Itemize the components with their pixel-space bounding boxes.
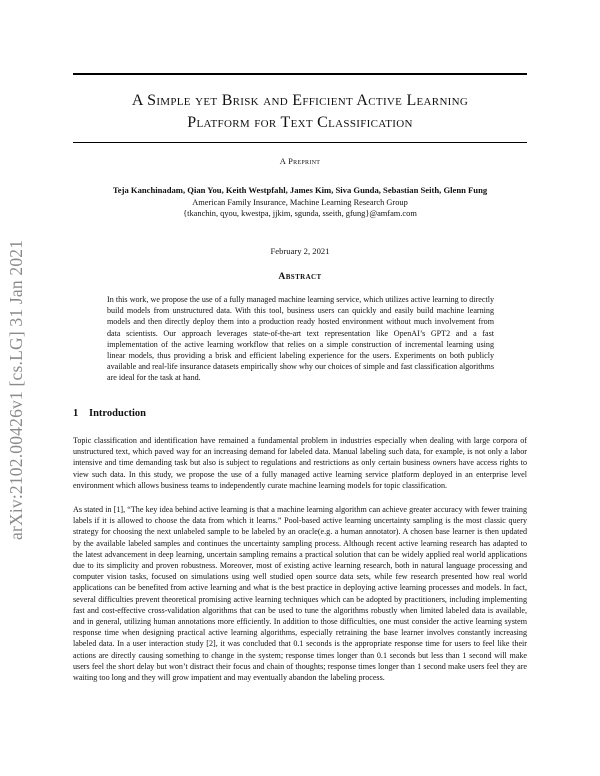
title-bottom-rule (73, 142, 527, 143)
paper-date: February 2, 2021 (270, 246, 330, 256)
intro-paragraph-2: As stated in [1], “The key idea behind active learning is that a machine learning algorithm can achieve greater accuracy with fewer training labels if it is allowed to choose the data from which it learns.” Pool-based active learning uncertainty sampling is the most classic query strategy for choosing the next unlabeled sample to be labeled by an oracle(e.g. a human annotator). A chosen base learner is then updated by the available labeled samples and continues the uncertainty sampling process. Although recent active learning research has adapted to the latest advancement in deep learning, uncertain sampling remains a practical solution that can be widely applied real world applications due to its simplicity and proven robustness. Moreover, most of existing active learning research, both in natural language processing and computer vision tasks, focused on simulations using well studied open source data sets, while few research presented how real world applications can be benefited from active learning and what is the best practice in deploying active learning processes and models. In fact, several difficulties prevent theoretical promising active learning techniques which can be adopted by practitioners, including implementing fast and cost-effective cross-validation algorithms that can be used to tune the algorithms robustly when limited labeled data is available, and in general, utilizing human annotations more efficiently. In addition to those difficulties, one must consider the active learning system response time when designing practical active learning algorithms, especially retraining the base learner involves constantly increasing labeled data. In a user interaction study [2], it was concluded that 0.1 seconds is the appropriate response time for users to feel like their actions are directly causing something to change in the system; response times longer than 0.1 seconds but less than 1 second will make users feel the short delay but won’t distract their focus and chain of thoughts; response times longer than 1 second make users feel they are waiting too long and they will grow impatient and may eventually abandon the labeling process. (73, 505, 527, 683)
title-line-1: A Simple yet Brisk and Efficient Active Learning (131, 92, 469, 109)
arxiv-identifier[interactable]: arXiv:2102.00426v1 [cs.LG] 31 Jan 2021 (6, 239, 26, 540)
title-top-rule (73, 73, 527, 75)
intro-paragraph-1: Topic classification and identification have remained a fundamental problem in industries especially when dealing with large corpora of unstructured text, which paved way for an increasing demand for labeled data. Manual labeling such data, for example, is not only a labor intensive and time demanding task but also is subject to regulations and restrictions as only certain business owners have access rights to view such data. In this study, we propose the use of a fully managed active learning service platform deployed in an enterprise level environment which allows business teams to independently curate machine learning models for topic classification. (73, 436, 527, 490)
section-number: 1 (73, 408, 79, 419)
abstract-heading: Abstract (278, 271, 322, 282)
abstract-text: In this work, we propose the use of a fully managed machine learning service, which utilizes active learning to directly build models from unstructured data. With this tool, business users can quickly and easily build machine learning models and then directly deploy them into a production ready hosted environment without much involvement from data scientists. Our approach leverages state-of-the-art text representation like OpenAI’s GPT2 and a fast implementation of the active learning workflow that relies on a simple construction of incremental learning using linear models, thus providing a brisk and efficient labeling experience for the users. Experiments on both publicly available and real-life insurance datasets empirically show why our choices of simple and fast classification algorithms are ideal for the task at hand. (107, 295, 494, 383)
section-heading (73, 408, 527, 419)
paper-title (73, 90, 527, 134)
section-title: Introduction (89, 408, 146, 419)
author-emails[interactable]: {tkanchin, qyou, kwestpa, jjkim, sgunda, sseith, gfung}@amfam.com (183, 209, 417, 218)
title-line-2: Platform for Text Classification (187, 114, 413, 131)
author-list: Teja Kanchinadam, Qian You, Keith Westpfahl, James Kim, Siva Gunda, Sebastian Seith, Glenn Fung (112, 185, 488, 195)
affiliation: American Family Insurance, Machine Learning Research Group (192, 198, 408, 207)
preprint-label: A Preprint (279, 156, 321, 166)
